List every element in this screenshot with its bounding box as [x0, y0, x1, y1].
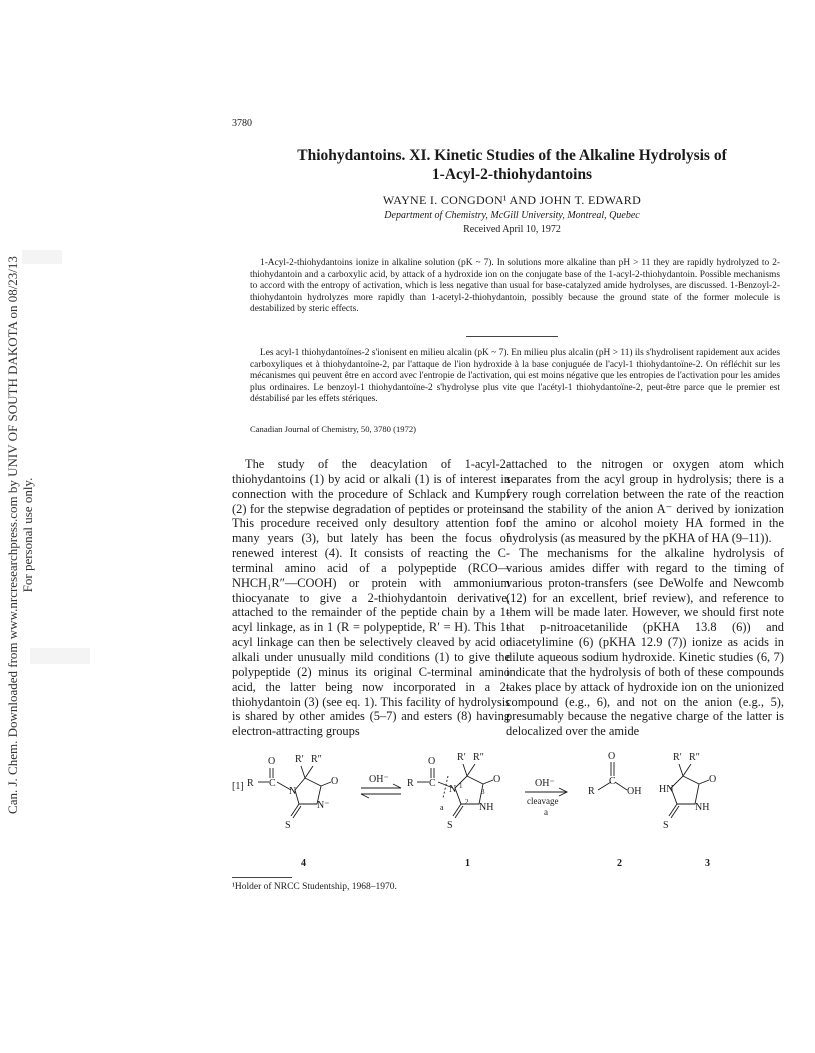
atom-label: N [449, 784, 457, 795]
compound-number: 1 [465, 858, 470, 869]
title-line-1: Thiohydantoins. XI. Kinetic Studies of the Alkaline Hydrolysis of [297, 147, 727, 164]
atom-label: O [331, 776, 339, 787]
atom-label: R [247, 778, 254, 789]
atom-label: R″ [311, 754, 322, 765]
path-label: a [544, 807, 548, 817]
path-label: a [440, 803, 444, 812]
body-paragraph: attached to the nitrogen or oxygen atom which separates from the acyl group in hydrolysis; there is a very rough correlation between the rate of the reaction and the stability of the anion A⁻ derived by ionization of the amino or alcohol moiety HA formed in the hydrolysis (as measured by the pKHA of HA (9–11)). [506, 457, 784, 546]
cleavage-label: cleavage [527, 796, 559, 806]
ring-number: 3 [481, 788, 485, 796]
journal-citation: Canadian Journal of Chemistry, 50, 3780 (1972) [250, 424, 417, 434]
atom-label: C [429, 778, 436, 789]
footnote: ¹Holder of NRCC Studentship, 1968–1970. [232, 882, 397, 892]
atom-label: C [269, 778, 276, 789]
body-column-right [506, 457, 784, 739]
affiliation: Department of Chemistry, McGill University, Montreal, Quebec [384, 210, 640, 221]
body-column-left [232, 457, 510, 739]
reagent-label: OH⁻ [535, 778, 555, 789]
atom-label: O [709, 774, 717, 785]
body-paragraph: The mechanisms for the alkaline hydrolysis of various amides differ with regard to the timing of various proton-transfers (see DeWolfe and Newcomb (12) for an excellent, brief review), and reference to them will be made later. However, we should first note that p-nitroacetanilide (pKHA 13.8 (6)) and diacetylimine (6) (pKHA 12.9 (7)) ionize as acids in dilute aqueous sodium hydroxide. Kinetic studies (6, 7) indicate that the hydrolysis of both of these compounds takes place by attack of hydroxide ion on the unionized compound (e.g., 6), and not on the anion (e.g., 5), presumably because the negative charge of the latter is delocalized over the amide [506, 546, 784, 739]
compound-number: 2 [617, 858, 622, 869]
atom-label: R″ [689, 752, 700, 763]
atom-label: R′ [457, 752, 466, 763]
atom-label: N [289, 786, 297, 797]
atom-label: R′ [673, 752, 682, 763]
footnote-rule [232, 877, 292, 878]
atom-label: N⁻ [317, 800, 330, 811]
atom-label: S [285, 820, 291, 831]
title-line-2: 1-Acyl-2-thiohydantoins [431, 166, 593, 183]
watermark-line-1: Can. J. Chem. Downloaded from www.nrcresearchpress.com by UNIV OF SOUTH DAKOTA on 08/23/13 [5, 256, 20, 814]
atom-label: O [493, 774, 501, 785]
download-watermark [5, 155, 35, 915]
scan-noise [30, 648, 90, 664]
compound-number: 3 [705, 858, 710, 869]
abstract-french: Les acyl-1 thiohydantoïnes-2 s'ionisent en milieu alcalin (pK ~ 7). En milieu plus alcalin (pH > 11) ils s'hydrolisent rapidement aux acides carboxyliques et à thiohydantoïne-2, par l'attaque de l'ion hydroxide à la base conjuguée de l'acyl-1 thiohydantoïne-2. On réfléchit sur les mécanismes qui peuvent être en accord avec l'entropie de l'activation, qui est moins négative que les entropies de l'activation pour les amides plus ordinaires. Le benzoyl-1 thiohydantoïne-2 s'hydrolyse plus vite que l'acétyl-1 thiohydantoïne-2, peut-être parce que le premier est déstabilisé par les effets stériques. [250, 348, 780, 405]
atom-label: NH [479, 802, 494, 813]
atom-label: O [268, 756, 276, 767]
atom-label: HN [659, 784, 674, 795]
compound-number: 4 [301, 858, 306, 869]
reaction-scheme [243, 748, 743, 878]
atom-label: NH [695, 802, 710, 813]
atom-label: OH [627, 786, 642, 797]
atom-label: R [588, 786, 595, 797]
atom-label: R″ [473, 752, 484, 763]
ring-number: 2 [465, 798, 469, 806]
watermark-line-2: For personal use only. [20, 477, 35, 593]
abstract-divider [466, 336, 558, 337]
atom-label: S [447, 820, 453, 831]
scan-noise [22, 250, 62, 264]
atom-label: S [663, 820, 669, 831]
abstract-english: 1-Acyl-2-thiohydantoins ionize in alkaline solution (pK ~ 7). In solutions more alkaline than pH > 11 they are rapidly hydrolyzed to 2-thiohydantoin and a carboxylic acid, by attack of a hydroxide ion on the conjugate base of the 1-acyl-2-thiohydantoin. Possible mechanisms to accord with the entropy of activation, which is less negative than usual for base-catalyzed amide hydrolyses, are discussed. 1-Benzoyl-2-thiohydantoin hydrolyzes more rapidly than 1-acetyl-2-thiohydantoin, possibly because the ground state of the former molecule is destabilized by steric effects. [250, 258, 780, 315]
atom-label: R′ [295, 754, 304, 765]
reagent-label: OH⁻ [369, 774, 389, 785]
ring-number: 1 [459, 782, 463, 790]
body-paragraph: The study of the deacylation of 1-acyl-2-thiohydantoins (1) by acid or alkali (1) is of interest in connection with the procedure of Schlack and Kumpf (2) for the stepwise degradation of peptides or proteins. This procedure received only desultory attention for many years (3), but lately has been the focus of renewed interest (4). It consists of reacting the C-terminal amino acid of a polypeptide (RCO—NHCH₁R″—COOH) or protein with ammonium thiocyanate to give a 2-thiohydantoin derivative, attached to the remainder of the peptide chain by a 1-acyl linkage, as in 1 (R = polypeptide, R′ = H). This 1-acyl linkage can then be selectively cleaved by acid or alkali under unusually mild conditions (1) to give the polypeptide (2) minus its original C-terminal amino acid, the latter being now incorporated in a 2-thiohydantoin (3) (see eq. 1). This facility of hydrolysis is shared by other amides (5–7) and esters (8) having electron-attracting groups [232, 457, 510, 739]
authors: WAYNE I. CONGDON¹ AND JOHN T. EDWARD [382, 193, 642, 207]
equation-label: [1] [232, 781, 244, 792]
received-date: Received April 10, 1972 [463, 224, 561, 235]
article-title [232, 146, 792, 184]
atom-label: O [608, 751, 616, 762]
page-number: 3780 [232, 118, 252, 129]
atom-label: C [609, 776, 616, 787]
atom-label: O [428, 756, 436, 767]
atom-label: R [407, 778, 414, 789]
